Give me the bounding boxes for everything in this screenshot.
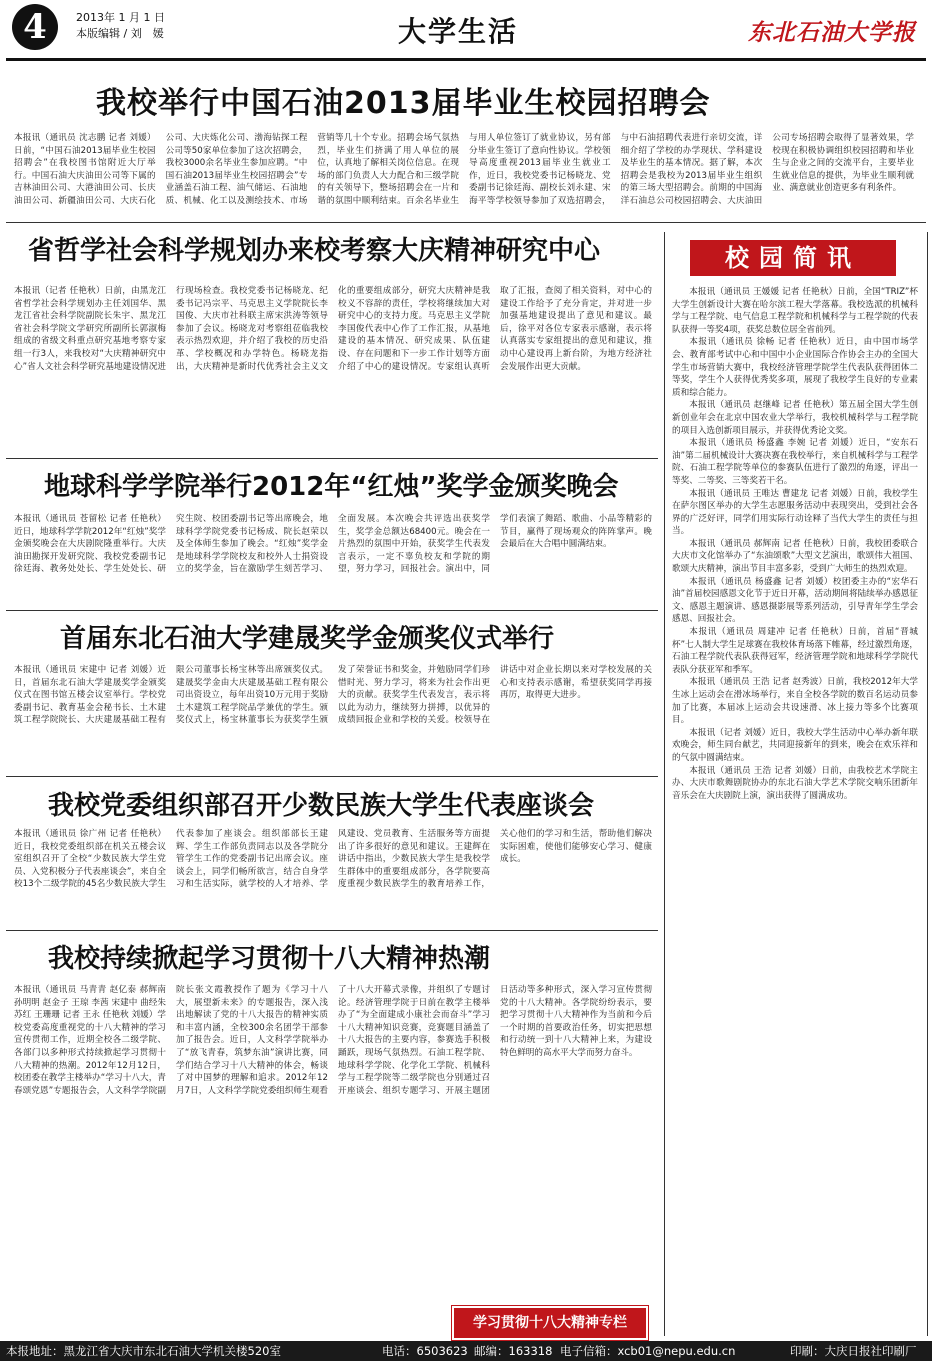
- campus-news-title: 校园简讯: [690, 240, 896, 276]
- divider: [6, 776, 658, 777]
- footer-postcode: 邮编：163318: [474, 1344, 553, 1358]
- section-title: 大学生活: [398, 15, 519, 48]
- campus-news-item: 本报讯（通讯员 王浩 记者 赵秀波）日前，我校2012年大学生冰上运动会在滑冰场举行，来自全校各学院的数百名运动员参加了比赛，本届冰上运动会共设速滑、冰上接力等多个比赛项目。: [672, 677, 918, 726]
- campus-news-item: 本报讯（通讯员 王媛媛 记者 任艳秋）日前，全国“TRIZ”杯大学生创新设计大赛在哈尔滨工程大学落幕。我校选派的机械科学与工程学院、电气信息工程学院和机械科学与工程学院的代表队获得一等奖4项，获奖总数位居全省前列。: [672, 287, 918, 335]
- campus-news-item: 本报讯（通讯员 王唯达 曹建龙 记者 刘媛）日前，我校学生在萨尔图区举办的大学生志愿服务活动中表现突出，受到社会各界的广泛好评，同学们用实际行动诠释了当代大学生的责任与担当。: [672, 488, 918, 537]
- divider: [6, 930, 658, 931]
- divider: [6, 458, 658, 459]
- campus-news-item: 本报讯（通讯员 赵继峰 记者 任艳秋）第五届全国大学生创新创业年会在北京中国农业大学举行，我校机械科学与工程学院的项目入选创新项目展示，并获得优秀论文奖。: [672, 400, 918, 436]
- campus-news-item: 本报讯（通讯员 周建冲 记者 任艳秋）日前，首届“晋城杯”七人制大学生足球赛在我校体育场落下帷幕，经过激烈角逐，石油工程学院代表队获得冠军，经济管理学院和地球科学学院代表队分获亚军和季军。: [672, 627, 918, 675]
- header-rule: [6, 58, 926, 61]
- article-body-minority-forum: 本报讯（通讯员 徐广州 记者 任艳秋）近日，我校党委组织部在机关五楼会议室组织召开了全校“少数民族大学生党员、入党积极分子代表座谈会”，来自全校13个二级学院的45名少数民族大学生代表参加了座谈会。组织部部长王建辉、学生工作部负责同志以及各学院分管学生工作的党委副书记出席会议。座谈会上，同学们畅所欲言，结合自身学习和生活实际，就学校的人才培养、学风建设、党员教育、生活服务等方面提出了许多很好的意见和建议。王建辉在讲话中指出，少数民族大学生是我校学生群体中的重要组成部分，各学院要高度重视少数民族学生的教育培养工作，关心他们的学习和生活，帮助他们解决实际困难，使他们能够安心学习、健康成长。: [14, 829, 652, 890]
- campus-news-item: 本报讯（通讯员 杨盛鑫 记者 刘媛）校团委主办的“宏华石油”首届校园感恩文化节于近日开幕，活动期间将陆续举办感恩征文、感恩主题演讲、感恩摄影展等系列活动，引导青年学生学会感恩、回报社会。: [672, 576, 918, 625]
- headline-research-center: 省哲学社会科学规划办来校考察大庆精神研究中心: [28, 236, 601, 266]
- issue-date: 2013年 1 月 1 日: [76, 11, 165, 24]
- divider: [6, 610, 658, 611]
- editor-line: 本版编辑 / 刘 媛: [76, 27, 164, 40]
- footer-phone: 电话：6503623: [382, 1344, 468, 1358]
- newspaper-masthead: 东北石油大学报: [748, 19, 916, 46]
- issue-meta: [76, 10, 165, 42]
- campus-news-item: 本报讯（通讯员 王浩 记者 刘媛）日前，由我校艺术学院主办、大庆市歌舞剧院协办的东北石油大学艺术学院交响乐团新年音乐会在大庆剧院上演，演出获得了圆满成功。: [672, 765, 918, 801]
- article-body-jiansheng-award: 本报讯（通讯员 宋建中 记者 刘媛）近日，首届东北石油大学建晟奖学金颁奖仪式在图书馆五楼会议室举行。学校党委副书记、教育基金会秘书长、土木建筑工程学院院长、大庆建晟基础工程有限公司董事长杨宝林等出席颁奖仪式。建晟奖学金由大庆建晟基础工程有限公司出资设立，每年出资10万元用于奖励土木建筑工程学院品学兼优的学生。颁奖仪式上，杨宝林董事长为获奖学生颁发了荣誉证书和奖金，并勉励同学们珍惜时光、努力学习，将来为社会作出更大的贡献。获奖学生代表发言，表示将以此为动力，继续努力拼搏，以优异的成绩回报企业和学校的关爱。校领导在讲话中对企业长期以来对学校发展的关心和支持表示感谢，希望获奖同学再接再厉，取得更大进步。: [14, 665, 652, 726]
- footer-email: 电子信箱：xcb01@nepu.edu.cn: [560, 1344, 736, 1358]
- campus-news-item: 本报讯（通讯员 徐畅 记者 任艳秋）近日，由中国市场学会、教育部考试中心和中国中小企业国际合作协会主办的全国大学生市场营销大赛中，我校经济管理学院学生代表队获得团体二等奖，学生个人获得优秀奖多项，展现了我校学生良好的专业素质和综合能力。: [672, 337, 918, 398]
- headline-minority-forum: 我校党委组织部召开少数民族大学生代表座谈会: [48, 791, 595, 821]
- headline-hongzhu-award: 地球科学学院举行2012年“红烛”奖学金颁奖晚会: [44, 472, 619, 502]
- headline-eighteenth-congress: 我校持续掀起学习贯彻十八大精神热潮: [48, 944, 491, 974]
- article-body-hongzhu-award: 本报讯（通讯员 苍留松 记者 任艳秋）近日，地球科学学院2012年“红烛”奖学金颁奖晚会在大庆剧院隆重举行。大庆油田勘探开发研究院、我校党委副书记徐廷海、教务处处长、学生处处长、研究生院、校团委副书记等出席晚会，地球科学学院党委书记杨成、院长赵荣以及全体师生参加了晚会。“红烛”奖学金是地球科学学院校友和校外人士捐资设立的奖学金，旨在激励学生刻苦学习、全面发展。本次晚会共评选出获奖学生，奖学金总额达68400元。晚会在一片热烈的氛围中开始，获奖学生代表发言表示，一定不辜负校友和学院的期望，努力学习，回报社会。演出中，同学们表演了舞蹈、歌曲、小品等精彩的节目，赢得了现场观众的阵阵掌声。晚会最后在大合唱中圆满结束。: [14, 514, 652, 575]
- page-number: 4: [12, 4, 58, 50]
- footer-printer: 印刷：大庆日报社印刷厂: [790, 1344, 917, 1358]
- footer-bar: [0, 1341, 932, 1361]
- campus-news-item: 本报讯（通讯员 郝辉南 记者 任艳秋）日前，我校团委联合大庆市文化馆举办了“东油颂歌”大型文艺演出，歌颂伟大祖国、歌颂大庆精神，演出节目丰富多彩，受到广大师生的热烈欢迎。: [672, 538, 918, 575]
- headline-jiansheng-award: 首届东北石油大学建晟奖学金颁奖仪式举行: [60, 624, 555, 654]
- divider: [6, 222, 926, 223]
- page-header: [0, 0, 932, 58]
- article-body-recruitment: 本报讯（通讯员 沈志鹏 记者 刘媛）日前，“中国石油2013届毕业生校园招聘会”在我校图书馆附近大厅举行。中国石油大庆油田公司等下属的吉林油田公司、大港油田公司、长庆油田公司、新疆油田公司、大庆石化公司、大庆炼化公司、渤海钻探工程公司等50家单位参加了这次招聘会，我校3000余名毕业生参加应聘。“中国石油2013届毕业生校园招聘会”专业涵盖石油工程、油气储运、石油地质、机械、化工以及测绘技术、市场营销等几十个专业。招聘会场气氛热烈，毕业生们挤满了用人单位的展位，认真地了解相关岗位信息。在现场的部门负责人大力配合和三级学院的有关领导下，整场招聘会在一片和谐的氛围中顺利结束。百余名毕业生与用人单位签订了就业协议，另有部分毕业生签订了意向性协议。学校领导高度重视2013届毕业生就业工作，近日，我校党委书记杨晓龙、党委副书记徐廷海、副校长刘永建、宋海平等学校领导参加了双选招聘会，与中石油招聘代表进行亲切交流，详细介绍了学校的办学现状、学科建设及毕业生的基本情况。据了解，本次招聘会是我校为2013届毕业生组织的第三场大型招聘会。前期的中国海洋石油总公司校园招聘会、大庆油田公司专场招聘会取得了显著效果，学校现在积极协调组织校园招聘和毕业生与企业之间的交流平台，主要毕业生就业信息的提供，为毕业生顺利就业、满意就业创造更多有利条件。: [14, 133, 914, 206]
- campus-news-item: 本报讯（记者 刘媛）近日，我校大学生活动中心举办新年联欢晚会，师生同台献艺，共同迎接新年的到来，晚会在欢乐祥和的气氛中圆满结束。: [672, 727, 918, 763]
- article-body-research-center: 本报讯（记者 任艳秋）日前，由黑龙江省哲学社会科学规划办主任刘国华、黑龙江省社会科学院副院长朱宇、黑龙江省社会科学院文学研究所副所长郭淑梅组成的省级文科重点研究基地考察专家组一行3人，来我校对“大庆精神研究中心”省人文社会科学研究基地建设情况进行现场检查。我校党委书记杨晓龙、纪委书记冯宗平、马克思主义学院院长李国俊、大庆市社科联主席宋洪涛等领导参加了会议。杨晓龙对考察组莅临我校表示热烈欢迎，并介绍了我校的历史沿革、学校概况和办学特色。杨晓龙指出，大庆精神是新时代优秀社会主义文化的重要组成部分，研究大庆精神是我校义不容辞的责任，学校将继续加大对研究中心的支持力度。马克思主义学院李国俊代表中心作了工作汇报，从基地建设的基本情况、研究成果、队伍建设、存在问题和下一步工作计划等方面介绍了中心的建设情况。专家组认真听取了汇报，查阅了相关资料，对中心的建设工作给予了充分肯定，并对进一步加强基地建设提出了意见和建议。最后，徐平对各位专家表示感谢，表示将认真落实专家组提出的意见和建议，推动中心建设再上新台阶，为地方经济社会发展作出更大贡献。: [14, 286, 652, 372]
- article-body-eighteenth-congress: 本报讯（通讯员 马青青 赵亿泰 郝辉南 孙明明 赵金子 王琼 李茜 宋建中 曲经朱 苏红 王珊珊 记者 王永 任艳秋 刘媛）学校党委高度重视党的十八大精神的学习宣传贯彻工作，近期全校各二级学院、各部门以多种形式持续掀起学习贯彻十八大精神的热潮。2012年12月12日，校团委在教学主楼举办“学习十八大，青春颂党恩”专题报告会，人文科学学院副院长张文霞教授作了题为《学习十八大，展望新未来》的专题报告，深入浅出地解读了党的十八大报告的精神实质和丰富内涵，全校300余名团学干部参加了报告会。近日，人文科学学院举办了“放飞青春，筑梦东油”演讲比赛，同学们结合学习十八大精神的体会，畅谈了对中国梦的理解和追求。2012年12月7日，人文科学学院党委组织师生观看了十八大开幕式录像，并组织了专题讨论。经济管理学院于日前在教学主楼举办了“为全面建成小康社会而奋斗”学习十八大精神知识竞赛，竞赛题目涵盖了十八大报告的主要内容，参赛选手积极踊跃，现场气氛热烈。石油工程学院、地球科学学院、化学化工学院、机械科学与工程学院等二级学院也分别通过召开座谈会、组织专题学习、开展主题团日活动等多种形式，深入学习宣传贯彻党的十八大精神。各学院纷纷表示，要把学习贯彻十八大精神作为当前和今后一个时期的首要政治任务，切实把思想和行动统一到十八大精神上来，为建设特色鲜明的高水平大学而努力奋斗。: [14, 985, 652, 1096]
- campus-news-body: [672, 286, 918, 1334]
- campus-news-item: 本报讯（通讯员 杨盛鑫 李婉 记者 刘媛）近日，“安东石油”第二届机械设计大赛决赛在我校举行，来自机械科学与工程学院、石油工程学院等单位的参赛队伍进行了激烈的角逐，评出一等奖、二等奖、三等奖若干名。: [672, 438, 918, 486]
- headline-recruitment: 我校举行中国石油2013届毕业生校园招聘会: [96, 86, 711, 121]
- footer-address: 本报地址：黑龙江省大庆市东北石油大学机关楼520室: [6, 1344, 281, 1358]
- special-column-badge: 学习贯彻十八大精神专栏: [452, 1306, 648, 1340]
